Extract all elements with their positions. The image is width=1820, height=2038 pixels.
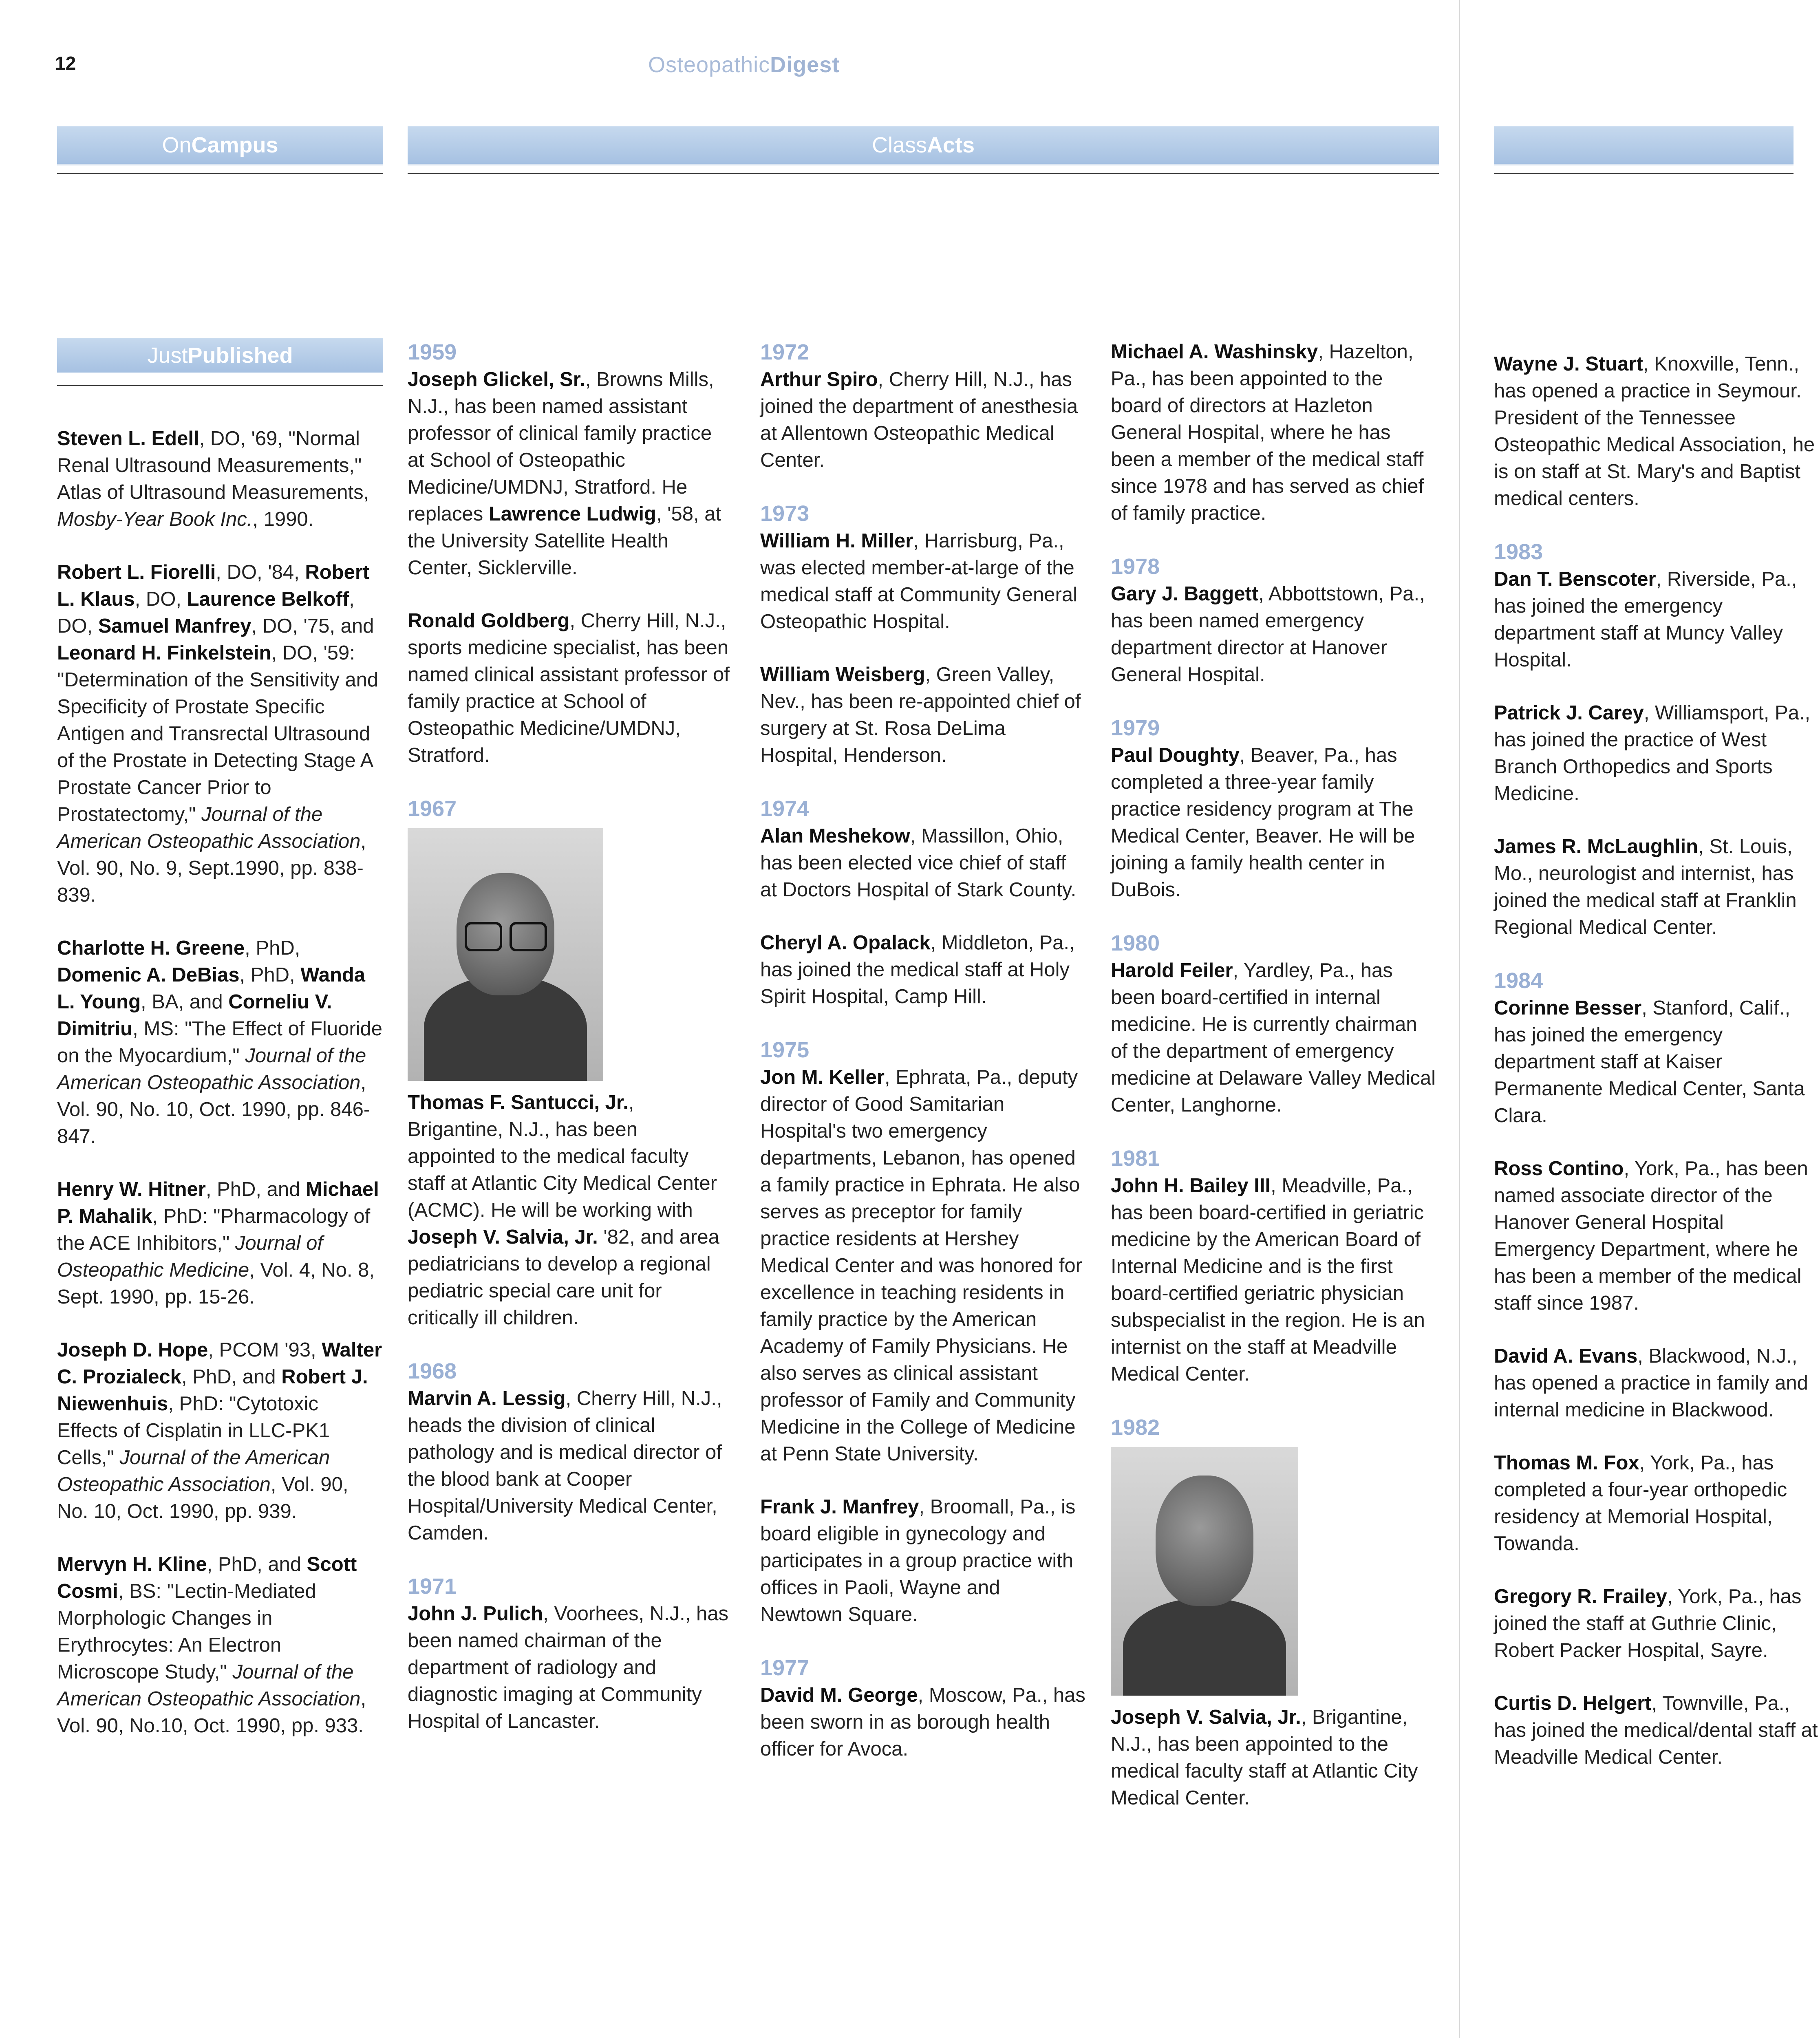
author-name: Robert J. Niewenhuis bbox=[57, 1366, 368, 1415]
alumni-name: Joseph V. Salvia, Jr. bbox=[408, 1226, 598, 1248]
author-name: Robert L. Klaus bbox=[57, 561, 370, 610]
note-text: , Brigantine, N.J., has been appointed to the medical faculty staff at Atlantic City Medical Center. bbox=[1111, 1706, 1418, 1809]
publication-entry bbox=[57, 1551, 383, 1739]
alumni-name: Ronald Goldberg bbox=[408, 610, 570, 632]
class-acts-banner bbox=[408, 126, 1439, 165]
note-text: , Browns Mills, N.J., has been named assistant professor of clinical family practice at School of Osteopathic Medicine/UMDNJ, Stratford. He replaces bbox=[408, 368, 714, 525]
note-text: , St. Louis, Mo., neurologist and internist, has joined the medical staff at Franklin Regional Medical Center. bbox=[1494, 836, 1797, 938]
citation-text: , PhD, bbox=[239, 964, 301, 986]
citation-tail: , 1990. bbox=[252, 508, 314, 530]
on-campus-bold: Campus bbox=[191, 133, 278, 157]
note-text: , Riverside, Pa., has joined the emergency department staff at Muncy Valley Hospital. bbox=[1494, 568, 1797, 671]
class-year: 1979 bbox=[1111, 716, 1160, 740]
note-text: , Yardley, Pa., has been board-certified in internal medicine. He is currently chairman of the department of emergency medicine at Delaware Valley Medical Center, Langhorne. bbox=[1111, 959, 1436, 1116]
masthead-bold: Digest bbox=[770, 53, 840, 77]
alumni-name: Jon M. Keller bbox=[760, 1066, 885, 1088]
citation-tail: , Vol. 90, No.10, Oct. 1990, pp. 933. bbox=[57, 1688, 366, 1737]
class-note bbox=[1494, 1155, 1820, 1317]
class-year: 1978 bbox=[1111, 554, 1160, 579]
masthead bbox=[648, 52, 840, 77]
class-year: 1968 bbox=[408, 1359, 457, 1383]
class-note bbox=[1494, 566, 1820, 673]
on-campus-light: On bbox=[162, 133, 192, 157]
citation-text: , DO, '69, "Normal Renal Ultrasound Measurements," Atlas of Ultrasound Measurements, bbox=[57, 428, 369, 503]
citation-text: , MS: "The Effect of Fluoride on the Myocardium," bbox=[57, 1018, 383, 1067]
note-text: , York, Pa., has joined the staff at Guthrie Clinic, Robert Packer Hospital, Sayre. bbox=[1494, 1586, 1802, 1661]
class-note bbox=[760, 1064, 1086, 1467]
class-note bbox=[408, 1600, 730, 1735]
alumni-name: Thomas M. Fox bbox=[1494, 1452, 1639, 1474]
note-text: , Knoxville, Tenn., has opened a practice in Seymour. President of the Tennessee Osteopathic Medical Association, he is on staff at St. Mary's and Baptist medical centers. bbox=[1494, 353, 1815, 510]
class-note bbox=[760, 1682, 1086, 1762]
author-name: Wanda L. Young bbox=[57, 964, 366, 1013]
facing-page-column bbox=[1494, 351, 1818, 1797]
alumni-name: Patrick J. Carey bbox=[1494, 702, 1644, 724]
class-year: 1977 bbox=[760, 1656, 810, 1680]
class-note bbox=[1494, 1343, 1820, 1423]
author-name: Scott Cosmi bbox=[57, 1553, 357, 1602]
photo-head bbox=[1156, 1476, 1253, 1606]
citation-text: , DO, bbox=[135, 588, 187, 610]
class-note bbox=[1111, 957, 1437, 1118]
class-note bbox=[408, 607, 730, 769]
note-text: , Massillon, Ohio, has been elected vice chief of staff at Doctors Hospital of Stark County. bbox=[760, 825, 1077, 901]
note-text: , Blackwood, N.J., has opened a practice in family and internal medicine in Blackwood. bbox=[1494, 1345, 1808, 1421]
author-name: Samuel Manfrey bbox=[98, 615, 251, 637]
publication-title: Journal of the American Osteopathic Association bbox=[57, 803, 361, 852]
class-note bbox=[1494, 699, 1820, 807]
alumni-name: Curtis D. Helgert bbox=[1494, 1692, 1652, 1714]
class-note bbox=[760, 661, 1086, 769]
masthead-light: Osteopathic bbox=[648, 53, 770, 77]
class-year: 1981 bbox=[1111, 1146, 1160, 1171]
photo-glasses-left bbox=[465, 922, 502, 951]
citation-text: , PhD: "Cytotoxic Effects of Cisplatin in LLC-PK1 Cells," bbox=[57, 1393, 330, 1469]
class-note bbox=[1494, 351, 1820, 512]
alumni-name: Paul Doughty bbox=[1111, 744, 1240, 766]
citation-tail: , Vol. 4, No. 8, Sept. 1990, pp. 15-26. bbox=[57, 1259, 375, 1308]
note-text: , Harrisburg, Pa., was elected member-at-large of the medical staff at Community General Osteopathic Hospital. bbox=[760, 530, 1077, 633]
note-text: , York, Pa., has been named associate director of the Hanover General Hospital Emergency Department, where he has been a member of the medical staff since 1987. bbox=[1494, 1158, 1808, 1314]
alumni-name: Gregory R. Frailey bbox=[1494, 1586, 1667, 1608]
class-note bbox=[408, 366, 730, 581]
citation-tail: , Vol. 90, No. 9, Sept.1990, pp. 838-839. bbox=[57, 830, 366, 906]
class-acts-column-2 bbox=[760, 338, 1086, 1789]
class-year: 1982 bbox=[1111, 1415, 1160, 1440]
class-note bbox=[1111, 1172, 1437, 1387]
alumni-name: William H. Miller bbox=[760, 530, 913, 552]
alumni-name: Alan Meshekow bbox=[760, 825, 910, 847]
note-text: , York, Pa., has completed a four-year orthopedic residency at Memorial Hospital, Towanda. bbox=[1494, 1452, 1787, 1555]
class-note bbox=[1111, 1704, 1437, 1811]
note-text: , Stanford, Calif., has joined the emergency department staff at Kaiser Permanente Medical Center, Santa Clara. bbox=[1494, 997, 1805, 1127]
note-text: , Meadville, Pa., has been board-certified in geriatric medicine by the American Board of Internal Medicine and is the first board-certified geriatric physician subspecialist in the region. He is an internist on the staff at Meadville Medical Center. bbox=[1111, 1175, 1425, 1385]
alumni-name: William Weisberg bbox=[760, 664, 925, 686]
citation-tail: , Vol. 90, No. 10, Oct. 1990, pp. 939. bbox=[57, 1473, 349, 1522]
note-text: , Broomall, Pa., is board eligible in gynecology and participates in a group practice with offices in Paoli, Wayne and Newtown Square. bbox=[760, 1496, 1076, 1626]
note-text: , Cherry Hill, N.J., sports medicine specialist, has been named clinical assistant professor of family practice at School of Osteopathic Medicine/UMDNJ, Stratford. bbox=[408, 610, 730, 766]
alumni-name: John H. Bailey III bbox=[1111, 1175, 1271, 1197]
class-note bbox=[760, 366, 1086, 474]
citation-text: , BA, and bbox=[141, 991, 229, 1013]
publication-entry bbox=[57, 425, 383, 533]
note-text: , Voorhees, N.J., has been named chairman of the department of radiology and diagnostic imaging at Community Hospital of Lancaster. bbox=[408, 1603, 729, 1732]
citation-text: , PhD, bbox=[245, 937, 300, 959]
note-text: , Cherry Hill, N.J., heads the division of clinical pathology and is medical director of the blood bank at Cooper Hospital/University Medical Center, Camden. bbox=[408, 1387, 722, 1544]
just-published-bold: Published bbox=[188, 343, 293, 368]
author-name: Henry W. Hitner bbox=[57, 1178, 206, 1200]
class-year: 1971 bbox=[408, 1574, 457, 1599]
note-text: , Cherry Hill, N.J., has joined the department of anesthesia at Allentown Osteopathic Medical Center. bbox=[760, 368, 1078, 471]
alumni-name: Cheryl A. Opalack bbox=[760, 932, 931, 954]
class-year: 1972 bbox=[760, 340, 810, 364]
class-note bbox=[760, 527, 1086, 635]
class-note bbox=[1494, 833, 1820, 941]
class-note bbox=[760, 823, 1086, 903]
photo-glasses-right bbox=[510, 922, 547, 951]
publication-title: Journal of Osteopathic Medicine bbox=[57, 1232, 323, 1281]
class-note bbox=[760, 929, 1086, 1010]
author-name: Leonard H. Finkelstein bbox=[57, 642, 271, 664]
class-note bbox=[1111, 742, 1437, 903]
alumni-name: Thomas F. Santucci, Jr. bbox=[408, 1092, 629, 1114]
note-text: , Williamsport, Pa., has joined the practice of West Branch Orthopedics and Sports Medicine. bbox=[1494, 702, 1811, 805]
class-note bbox=[408, 1089, 730, 1331]
on-campus-banner bbox=[57, 126, 383, 165]
just-published-column bbox=[57, 338, 383, 1765]
publication-title: Journal of the American Osteopathic Association bbox=[57, 1661, 361, 1710]
publication-entry bbox=[57, 1176, 383, 1310]
just-published-rule bbox=[57, 385, 383, 386]
publication-entry bbox=[57, 559, 383, 909]
note-text: '82, and area pediatricians to develop a regional pediatric special care unit for critically ill children. bbox=[408, 1226, 719, 1329]
note-text: , Brigantine, N.J., has been appointed to the medical faculty staff at Atlantic City Medical Center (ACMC). He will be working with bbox=[408, 1092, 717, 1221]
author-name: Steven L. Edell bbox=[57, 428, 199, 450]
class-acts-rule bbox=[408, 173, 1439, 174]
class-acts-light: Class bbox=[871, 133, 927, 157]
publication-title: Journal of the American Osteopathic Association bbox=[57, 1045, 366, 1094]
note-text: , Middleton, Pa., has joined the medical staff at Holy Spirit Hospital, Camp Hill. bbox=[760, 932, 1075, 1008]
alumni-name: David A. Evans bbox=[1494, 1345, 1638, 1367]
alumni-name: Joseph Glickel, Sr. bbox=[408, 368, 585, 390]
alumni-name: Joseph V. Salvia, Jr. bbox=[1111, 1706, 1301, 1728]
author-name: Walter C. Prozialeck bbox=[57, 1339, 382, 1388]
class-note bbox=[1494, 1583, 1820, 1664]
citation-text: , DO, bbox=[57, 588, 355, 637]
author-name: Domenic A. DeBias bbox=[57, 964, 240, 986]
citation-tail: , Vol. 90, No. 10, Oct. 1990, pp. 846-847. bbox=[57, 1072, 371, 1147]
class-note bbox=[1111, 580, 1437, 688]
class-year: 1975 bbox=[760, 1038, 810, 1062]
note-text: , Townville, Pa., has joined the medical/dental staff at Meadville Medical Center. bbox=[1494, 1692, 1818, 1768]
author-name: Mervyn H. Kline bbox=[57, 1553, 207, 1575]
alumni-name: John J. Pulich bbox=[408, 1603, 543, 1625]
class-acts-column-1 bbox=[408, 338, 730, 1761]
alumni-name: Lawrence Ludwig bbox=[488, 503, 656, 525]
citation-text: , BS: "Lectin-Mediated Morphologic Changes in Erythrocytes: An Electron Microscope Study," bbox=[57, 1580, 316, 1683]
class-year: 1967 bbox=[408, 796, 457, 821]
just-published-light: Just bbox=[147, 343, 188, 368]
page-number: 12 bbox=[55, 53, 76, 74]
class-note bbox=[1494, 1690, 1820, 1771]
note-text: , Ephrata, Pa., deputy director of Good Samitarian Hospital's two emergency departments, Lebanon, has opened a family practice in Ephrata. He also serves as preceptor for family practice residents at Hershey Medical Center and was honored for excellence in teaching residents in family practice by the American Academy of Family Physicians. He also serves as clinical assistant professor of Family and Community Medicine in the College of Medicine at Penn State University. bbox=[760, 1066, 1082, 1465]
alumni-name: Dan T. Benscoter bbox=[1494, 568, 1656, 590]
alumni-name: Frank J. Manfrey bbox=[760, 1496, 919, 1518]
note-text: , Abbottstown, Pa., has been named emergency department director at Hanover General Hospital. bbox=[1111, 583, 1425, 686]
citation-text: , PCOM '93, bbox=[208, 1339, 322, 1361]
class-year: 1983 bbox=[1494, 540, 1543, 564]
citation-text: , PhD, and bbox=[181, 1366, 282, 1388]
author-name: Laurence Belkoff bbox=[187, 588, 349, 610]
note-text: , Beaver, Pa., has completed a three-year family practice residency program at The Medical Center, Beaver. He will be joining a family health center in DuBois. bbox=[1111, 744, 1415, 901]
right-page-banner bbox=[1494, 126, 1794, 165]
class-note bbox=[408, 1385, 730, 1546]
publication-title: Journal of the American Osteopathic Association bbox=[57, 1447, 330, 1495]
class-note bbox=[1494, 995, 1820, 1129]
facing-page-text bbox=[1494, 351, 1820, 1771]
citation-text: , DO, '84, bbox=[216, 561, 305, 583]
note-text: , Hazelton, Pa., has been appointed to the board of directors at Hazleton General Hospital, where he has been a member of the medical staff since 1978 and has served as chief of family practice. bbox=[1111, 341, 1424, 524]
citation-text: , PhD, and bbox=[207, 1553, 307, 1575]
alumni-name: Harold Feiler bbox=[1111, 959, 1233, 982]
class-year: 1980 bbox=[1111, 931, 1160, 955]
on-campus-rule bbox=[57, 173, 383, 174]
author-name: Joseph D. Hope bbox=[57, 1339, 208, 1361]
portrait-photo-santucci bbox=[408, 828, 603, 1081]
portrait-photo-salvia bbox=[1111, 1447, 1298, 1696]
author-name: Charlotte H. Greene bbox=[57, 937, 245, 959]
publication-title: Mosby-Year Book Inc. bbox=[57, 508, 253, 530]
photo-shoulders bbox=[1123, 1598, 1286, 1696]
alumni-name: Gary J. Baggett bbox=[1111, 583, 1259, 605]
alumni-name: Michael A. Washinsky bbox=[1111, 341, 1318, 363]
class-note bbox=[1494, 1449, 1820, 1557]
alumni-name: Ross Contino bbox=[1494, 1158, 1624, 1180]
note-text: , '58, at the University Satellite Health Center, Sicklerville. bbox=[408, 503, 721, 579]
publication-entry bbox=[57, 1337, 383, 1525]
class-note bbox=[760, 1493, 1086, 1628]
alumni-name: Corinne Besser bbox=[1494, 997, 1642, 1019]
author-name: Robert L. Fiorelli bbox=[57, 561, 216, 583]
alumni-name: Arthur Spiro bbox=[760, 368, 878, 390]
class-year: 1973 bbox=[760, 501, 810, 526]
citation-text: , DO, '75, and bbox=[251, 615, 374, 637]
class-note bbox=[1111, 338, 1437, 527]
alumni-name: David M. George bbox=[760, 1684, 918, 1706]
note-text: , Moscow, Pa., has been sworn in as borough health officer for Avoca. bbox=[760, 1684, 1085, 1760]
right-page-rule bbox=[1494, 173, 1794, 174]
author-name: Michael P. Mahalik bbox=[57, 1178, 379, 1227]
just-published-banner bbox=[57, 338, 383, 373]
class-year: 1959 bbox=[408, 340, 457, 364]
alumni-name: James R. McLaughlin bbox=[1494, 836, 1699, 858]
publication-entry bbox=[57, 935, 383, 1150]
class-year: 1974 bbox=[760, 796, 810, 821]
alumni-name: Wayne J. Stuart bbox=[1494, 353, 1643, 375]
class-acts-bold: Acts bbox=[927, 133, 975, 157]
citation-text: , PhD, and bbox=[205, 1178, 306, 1200]
author-name: Corneliu V. Dimitriu bbox=[57, 991, 332, 1040]
note-text: , Green Valley, Nev., has been re-appointed chief of surgery at St. Rosa DeLima Hospital, Henderson. bbox=[760, 664, 1081, 766]
class-year: 1984 bbox=[1494, 968, 1543, 993]
citation-text: , DO, '59: "Determination of the Sensitivity and Specificity of Prostate Specific Antigen and Transrectal Ultrasound of the Prostate in Detecting Stage A Prostate Cancer Prior to Prostatectomy," bbox=[57, 642, 379, 825]
citation-text: , PhD: "Pharmacology of the ACE Inhibitors," bbox=[57, 1205, 371, 1254]
alumni-name: Marvin A. Lessig bbox=[408, 1387, 566, 1409]
class-acts-column-3 bbox=[1111, 338, 1437, 1837]
